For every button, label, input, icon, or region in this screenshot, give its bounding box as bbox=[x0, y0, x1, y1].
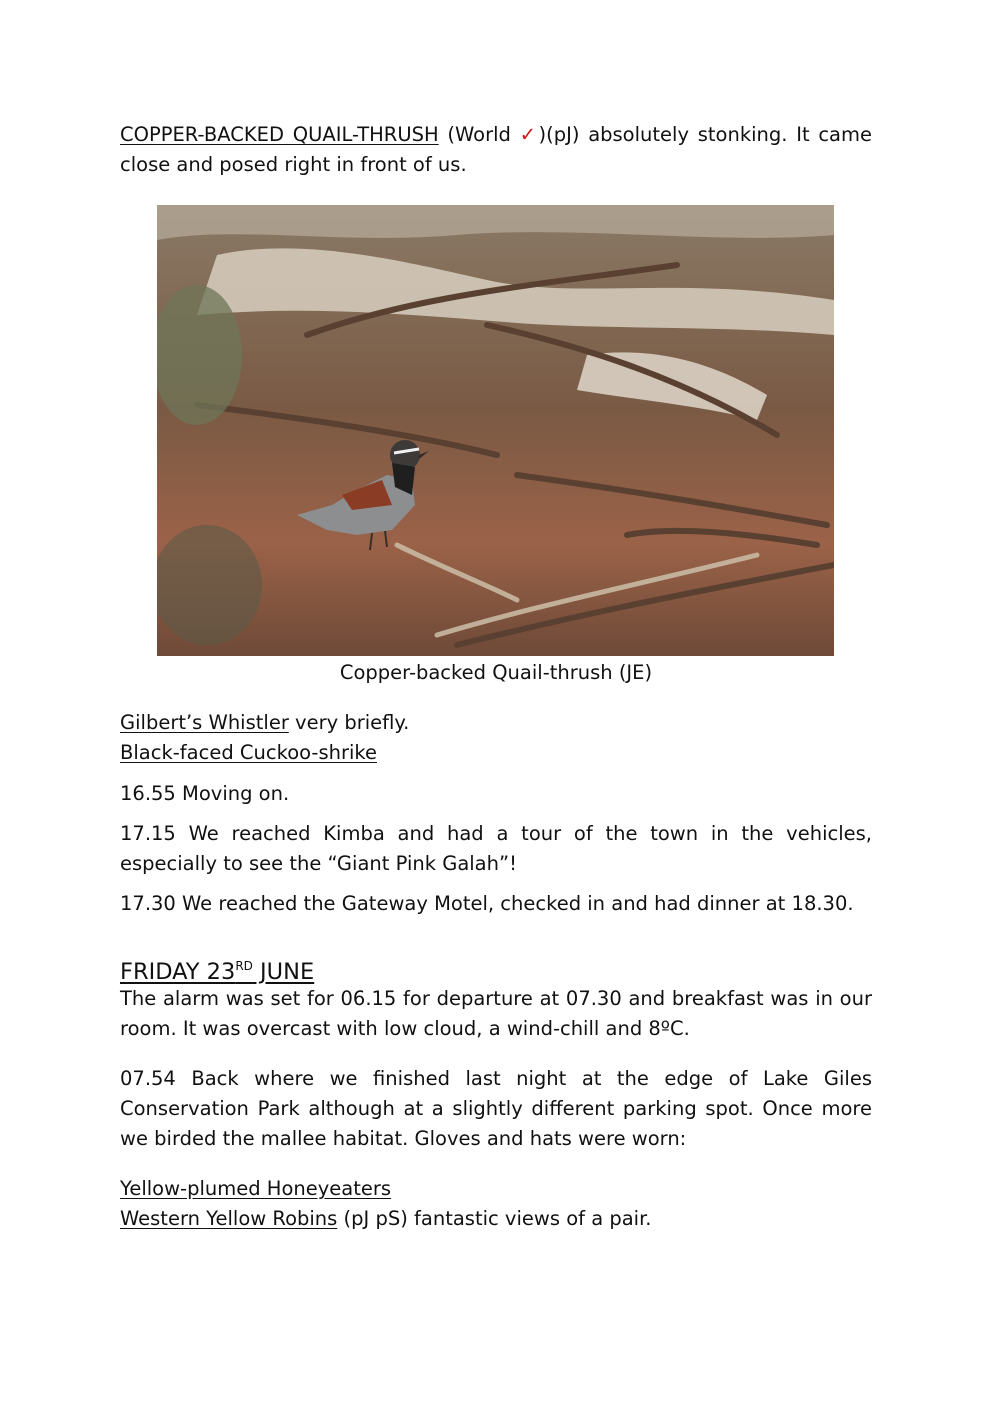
log-entry: 16.55 Moving on. bbox=[120, 782, 290, 805]
intro-text: )(pJ) absolutely stonking. It came close and posed right in front of us. bbox=[120, 123, 872, 176]
log-entry: 07.54 Back where we finished last night at the edge of Lake Giles Conservation Park although at a slightly different parking spot. Once more we birded the mallee habitat. Gloves and hats were worn: bbox=[120, 1067, 872, 1150]
log-entry: 17.15 We reached Kimba and had a tour of the town in the vehicles, especially to see the “Giant Pink Galah”! bbox=[120, 822, 872, 875]
intro-paragraph bbox=[120, 120, 872, 180]
photo-caption: Copper-backed Quail-thrush (JE) bbox=[339, 661, 653, 684]
sighting-item bbox=[120, 1174, 872, 1204]
sighting-item bbox=[120, 738, 872, 768]
sighting-item bbox=[120, 708, 872, 738]
species-name: Black-faced Cuckoo-shrike bbox=[120, 741, 378, 764]
species-name: Gilbert’s Whistler bbox=[120, 711, 289, 734]
world-label: (World bbox=[447, 123, 520, 146]
species-name: Western Yellow Robins bbox=[120, 1207, 338, 1230]
day-heading: FRIDAY 23RD JUNE bbox=[120, 959, 315, 985]
bird-photo bbox=[157, 205, 834, 656]
sighting-note: very briefly. bbox=[288, 711, 410, 734]
sighting-item bbox=[120, 1204, 872, 1234]
species-name: COPPER-BACKED QUAIL-THRUSH bbox=[120, 123, 439, 146]
log-entry: 17.30 We reached the Gateway Motel, checked in and had dinner at 18.30. bbox=[120, 892, 854, 915]
sighting-note: (pJ pS) fantastic views of a pair. bbox=[337, 1207, 652, 1230]
checkmark-icon: ✓ bbox=[519, 123, 539, 146]
log-entry: The alarm was set for 06.15 for departure at 07.30 and breakfast was in our room. It was overcast with low cloud, a wind-chill and 8ºC. bbox=[120, 987, 872, 1040]
species-name: Yellow-plumed Honeyeaters bbox=[120, 1177, 392, 1200]
